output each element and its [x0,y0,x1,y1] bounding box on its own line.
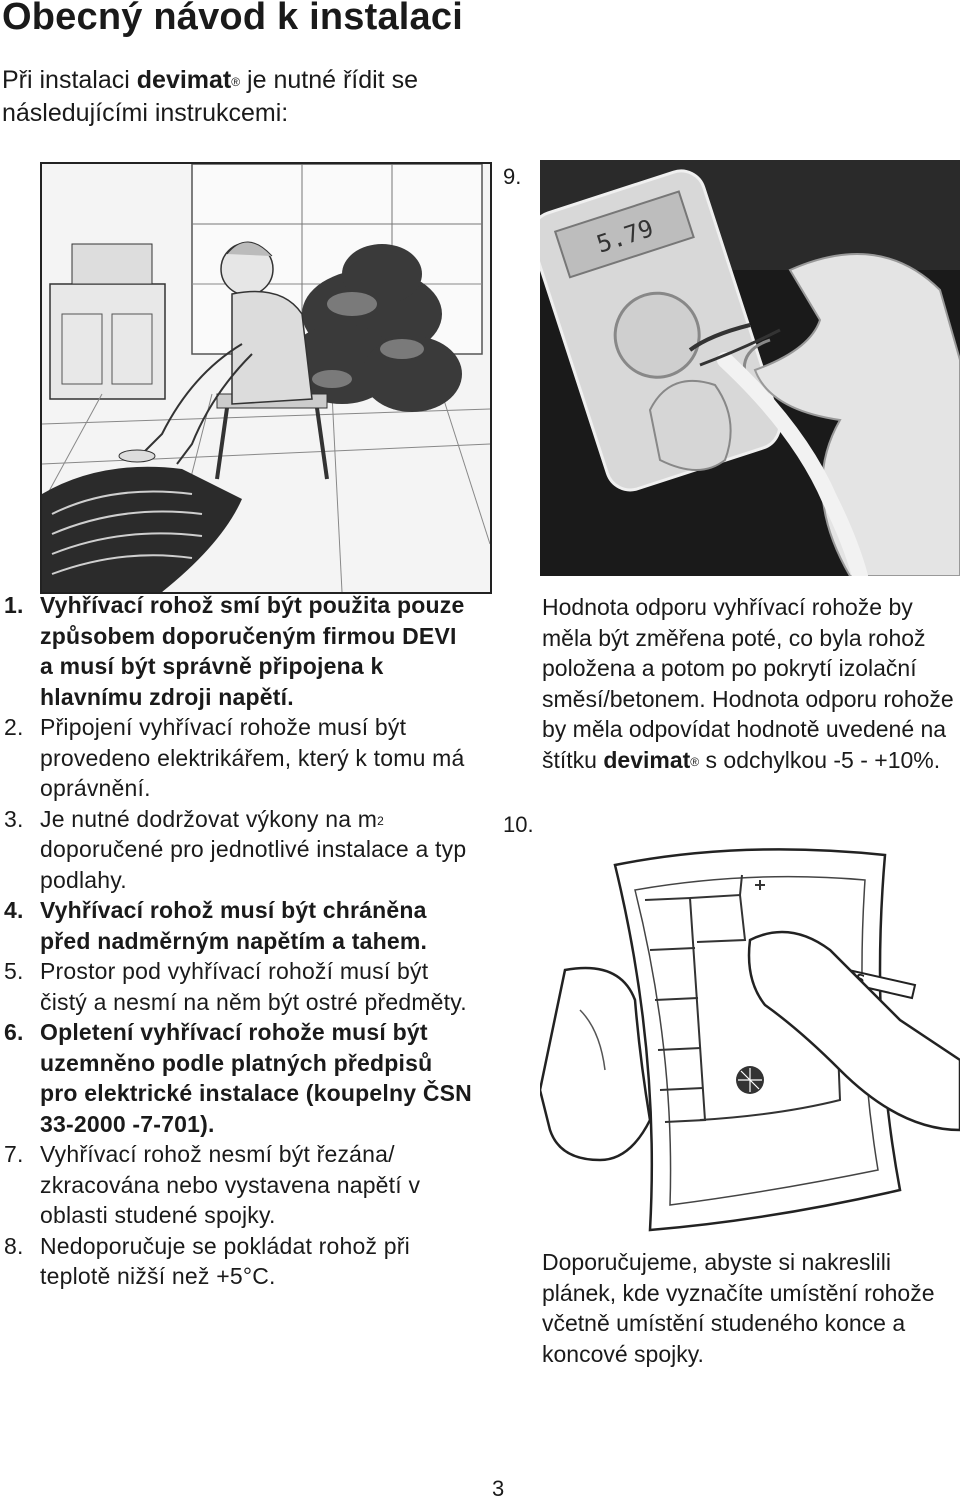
instruction-number: 4. [4,897,24,923]
plan-drawing-illustration [540,830,960,1250]
instruction-number: 7. [4,1141,24,1167]
instruction-number: 3. [4,805,24,832]
instruction-text: Vyhřívací rohož nesmí být řezána/ zkracována nebo vystavena napětí v oblasti studené spojky. [40,1141,421,1228]
instruction-number: 6. [4,1019,24,1045]
step9-tolerance: s odchylkou -5 - +10%. [699,746,941,773]
bathroom-illustration [40,162,492,594]
step10-number: 10. [503,812,534,837]
page-number: 3 [492,1476,505,1501]
instruction-number: 1. [4,592,24,618]
intro-before: Při instalaci [2,66,137,94]
instruction-item [4,1231,474,1292]
instruction-item [4,956,474,1017]
intro-reg-mark: ® [231,75,241,89]
instruction-text-after: doporučené pro jednotlivé instalace a typ podlahy. [40,836,467,893]
instruction-text: Je nutné dodržovat výkony na m [40,805,378,832]
instruction-item [4,712,474,804]
instruction-number: 5. [4,958,24,984]
intro-after: je nutné řídit se následujícími instrukcemi: [2,66,418,127]
instruction-item [4,590,474,712]
instruction-text: Vyhřívací rohož musí být chráněna před nadměrným napětím a tahem. [40,897,428,954]
instruction-text: Připojení vyhřívací rohože musí být provedeno elektrikářem, který k tomu má oprávnění. [40,714,465,801]
meter-display-readout: 5.79 [593,214,657,259]
instruction-text: Vyhřívací rohož smí být použita pouze způsobem doporučeným firmou DEVI a musí být správně připojena k hlavnímu zdroji napětí. [40,592,465,710]
page-title: Obecný návod k instalaci [2,0,463,38]
instruction-text: Nedoporučuje se pokládat rohož při teplotě nižší než +5°C. [40,1232,410,1289]
instruction-text: Prostor pod vyhřívací rohoží musí být čistý a nesmí na něm být ostré předměty. [40,958,467,1015]
instruction-superscript: 2 [377,813,385,828]
instruction-number: 2. [4,714,24,740]
resistance-meter-illustration [540,160,960,576]
instruction-item [4,804,474,896]
step10-text: Doporučujeme, abyste si nakreslili plánek, kde vyznačíte umístění rohože včetně umístění studeného konce a koncové spojky. [542,1249,935,1367]
intro-brand: devimat [136,66,232,94]
step9-text [542,592,960,775]
instruction-item [4,895,474,956]
instruction-item [4,1017,474,1139]
step9-brand: devimat [603,746,691,773]
instruction-number: 8. [4,1232,24,1259]
step9-body: Hodnota odporu vyhřívací rohože by měla být změřena poté, co byla rohož položena a potom po pokrytí izolační směsí/betonem. Hodnota odporu rohože by měla odpovídat hodnotě uvedené na štítku [542,594,954,773]
instruction-text: Opletení vyhřívací rohože musí být uzemněno podle platných předpisů pro elektrické instalace (koupelny ČSN 33-2000 -7-701). [40,1019,472,1137]
step9-reg-mark: ® [690,754,700,769]
step9-number: 9. [503,164,522,189]
instruction-list [4,590,474,1292]
intro-paragraph [2,64,522,130]
instruction-item [4,1139,474,1231]
